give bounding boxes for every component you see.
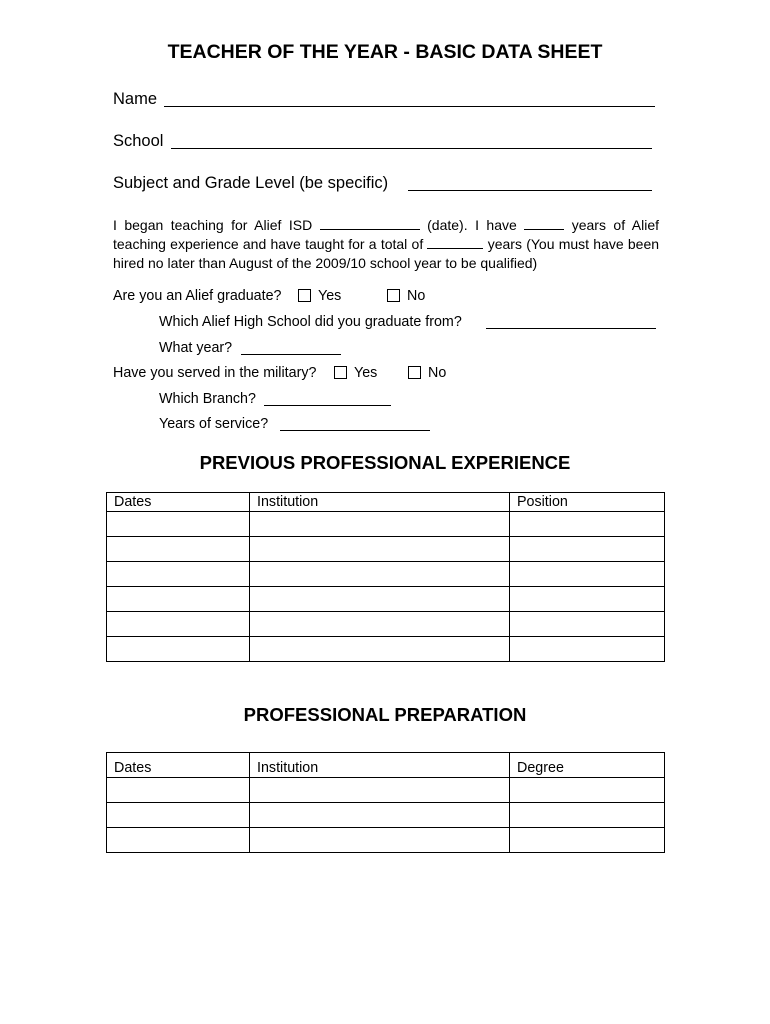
- alief-years-field[interactable]: [524, 217, 564, 230]
- table-row: [107, 828, 665, 853]
- table-cell[interactable]: [250, 587, 510, 612]
- column-header-dates: Dates: [107, 753, 250, 778]
- subject-grade-label: Subject and Grade Level (be specific): [113, 174, 389, 192]
- table-cell[interactable]: [510, 828, 665, 853]
- column-header-position: Position: [510, 493, 665, 512]
- table-cell[interactable]: [250, 562, 510, 587]
- experience-heading: PREVIOUS PROFESSIONAL EXPERIENCE: [199, 452, 571, 473]
- start-date-field[interactable]: [320, 217, 420, 230]
- military-yes-label: Yes: [354, 365, 378, 381]
- graduate-no-label: No: [407, 288, 426, 304]
- column-header-institution: Institution: [250, 753, 510, 778]
- subject-grade-field[interactable]: [408, 190, 652, 191]
- table-row: [107, 778, 665, 803]
- teaching-experience-paragraph: [113, 216, 659, 273]
- which-branch-field[interactable]: [264, 405, 391, 406]
- table-cell[interactable]: [250, 637, 510, 662]
- table-row: [107, 537, 665, 562]
- graduate-yes-label: Yes: [318, 288, 342, 304]
- table-cell[interactable]: [510, 587, 665, 612]
- table-cell[interactable]: [107, 512, 250, 537]
- column-header-dates: Dates: [107, 493, 250, 512]
- years-of-service-field[interactable]: [280, 430, 430, 431]
- table-cell[interactable]: [107, 562, 250, 587]
- table-cell[interactable]: [510, 803, 665, 828]
- table-cell[interactable]: [510, 537, 665, 562]
- table-header-row: [107, 493, 665, 512]
- table-cell[interactable]: [107, 803, 250, 828]
- which-school-field[interactable]: [486, 328, 656, 329]
- years-of-service-label: Years of service?: [159, 416, 269, 432]
- table-cell[interactable]: [250, 512, 510, 537]
- paragraph-part-4: years (You must have been hired no later than August of the 2009/10 school year to be qualified): [113, 236, 660, 271]
- graduate-question: Are you an Alief graduate?: [113, 288, 282, 304]
- column-header-institution: Institution: [250, 493, 510, 512]
- table-row: [107, 562, 665, 587]
- what-year-label: What year?: [159, 340, 233, 356]
- paragraph-part-2: (date). I have: [427, 217, 517, 233]
- table-cell[interactable]: [510, 778, 665, 803]
- table-cell[interactable]: [250, 828, 510, 853]
- which-branch-label: Which Branch?: [159, 391, 256, 407]
- experience-table: [106, 492, 665, 662]
- table-cell[interactable]: [510, 512, 665, 537]
- table-cell[interactable]: [107, 778, 250, 803]
- military-no-label: No: [428, 365, 447, 381]
- what-year-field[interactable]: [241, 354, 341, 355]
- table-cell[interactable]: [107, 612, 250, 637]
- table-row: [107, 637, 665, 662]
- which-school-label: Which Alief High School did you graduate from?: [159, 314, 462, 330]
- table-cell[interactable]: [510, 637, 665, 662]
- table-header-row: [107, 753, 665, 778]
- military-yes-checkbox[interactable]: [334, 366, 347, 379]
- graduate-no-checkbox[interactable]: [387, 289, 400, 302]
- name-field[interactable]: [164, 106, 655, 107]
- table-cell[interactable]: [107, 537, 250, 562]
- table-cell[interactable]: [510, 612, 665, 637]
- table-row: [107, 512, 665, 537]
- total-years-field[interactable]: [427, 236, 483, 249]
- table-cell[interactable]: [107, 587, 250, 612]
- paragraph-part-3: years of Alief teaching experience and have taught for a total of: [113, 217, 660, 252]
- school-field[interactable]: [171, 148, 652, 149]
- military-question: Have you served in the military?: [113, 365, 317, 381]
- paragraph-part-1: I began teaching for Alief ISD: [113, 217, 313, 233]
- table-cell[interactable]: [107, 637, 250, 662]
- graduate-yes-checkbox[interactable]: [298, 289, 311, 302]
- table-cell[interactable]: [250, 803, 510, 828]
- preparation-heading: PROFESSIONAL PREPARATION: [243, 704, 527, 725]
- table-cell[interactable]: [107, 828, 250, 853]
- table-row: [107, 803, 665, 828]
- table-cell[interactable]: [250, 778, 510, 803]
- column-header-degree: Degree: [510, 753, 665, 778]
- preparation-table: [106, 752, 665, 853]
- military-no-checkbox[interactable]: [408, 366, 421, 379]
- name-label: Name: [113, 90, 158, 108]
- school-label: School: [113, 132, 164, 150]
- table-cell[interactable]: [250, 537, 510, 562]
- table-cell[interactable]: [250, 612, 510, 637]
- table-cell[interactable]: [510, 562, 665, 587]
- table-row: [107, 587, 665, 612]
- table-row: [107, 612, 665, 637]
- page-title: TEACHER OF THE YEAR - BASIC DATA SHEET: [167, 41, 603, 63]
